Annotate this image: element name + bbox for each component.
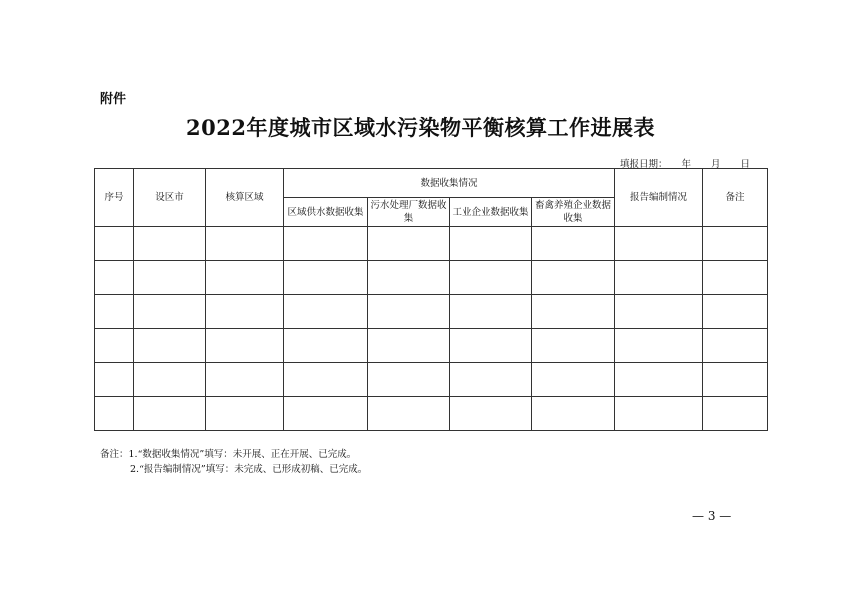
attachment-label: 附件	[100, 92, 127, 107]
header-remark: 备注	[703, 169, 768, 227]
progress-table	[94, 168, 768, 431]
table-row	[95, 329, 768, 363]
fill-date-day: 日	[740, 159, 751, 170]
header-water-supply: 区域供水数据收集	[284, 198, 368, 227]
header-row-1	[95, 169, 768, 198]
fill-date-year: 年	[681, 159, 692, 170]
header-city: 设区市	[134, 169, 206, 227]
table-row	[95, 227, 768, 261]
note-line-2: 2.“报告编制情况”填写：未完成、已形成初稿、已完成。	[130, 464, 368, 475]
table-row	[95, 363, 768, 397]
page-number: — 3 —	[692, 509, 732, 523]
header-data-collection: 数据收集情况	[284, 169, 615, 198]
page-title: 2022年度城市区域水污染物平衡核算工作进展表	[186, 115, 655, 140]
header-livestock: 畜禽养殖企业数据收集	[532, 198, 615, 227]
table-row	[95, 397, 768, 431]
table-row	[95, 261, 768, 295]
header-seq: 序号	[95, 169, 134, 227]
header-report: 报告编制情况	[615, 169, 703, 227]
header-industrial: 工业企业数据收集	[450, 198, 532, 227]
fill-date-label: 填报日期：	[620, 159, 668, 170]
header-sewage-plant: 污水处理厂数据收集	[368, 198, 450, 227]
note-line-1: 备注：1.“数据收集情况”填写：未开展、正在开展、已完成。	[100, 449, 357, 460]
table-row	[95, 295, 768, 329]
fill-date-month: 月	[711, 159, 721, 170]
notes	[100, 447, 367, 477]
header-region: 核算区域	[206, 169, 284, 227]
